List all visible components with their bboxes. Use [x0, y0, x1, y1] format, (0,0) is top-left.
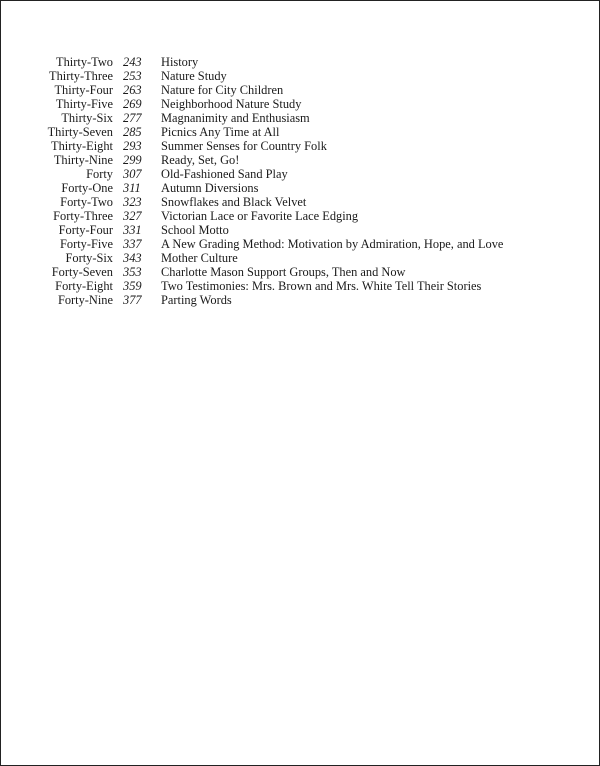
toc-page-number: 323 [123, 195, 142, 209]
toc-page-number: 327 [123, 209, 142, 223]
toc-page-number: 285 [123, 125, 142, 139]
toc-chapter-title: School Motto [161, 223, 229, 237]
toc-entry [1, 195, 599, 209]
toc-page-number: 353 [123, 265, 142, 279]
toc-chapter-title: Nature Study [161, 69, 227, 83]
toc-chapter-title: Snowflakes and Black Velvet [161, 195, 307, 209]
toc-chapter-number: Forty-Six [65, 251, 113, 265]
toc-chapter-title: A New Grading Method: Motivation by Admiration, Hope, and Love [161, 237, 504, 251]
toc-chapter-title: Picnics Any Time at All [161, 125, 280, 139]
toc-page-number: 337 [123, 237, 142, 251]
toc-chapter-number: Thirty-Seven [47, 125, 113, 139]
toc-chapter-title: Ready, Set, Go! [161, 153, 240, 167]
toc-chapter-number: Thirty-Four [54, 83, 113, 97]
toc-chapter-title: History [161, 55, 199, 69]
toc-chapter-title: Magnanimity and Enthusiasm [161, 111, 310, 125]
toc-chapter-number: Forty-Five [59, 237, 113, 251]
toc-chapter-title: Autumn Diversions [161, 181, 259, 195]
toc-chapter-number: Thirty-Nine [53, 153, 113, 167]
toc-entry [1, 167, 599, 181]
toc-entry [1, 153, 599, 167]
toc-chapter-title: Nature for City Children [161, 83, 284, 97]
toc-entry [1, 125, 599, 139]
toc-chapter-number: Forty-Nine [57, 293, 113, 307]
toc-chapter-number: Thirty-Five [55, 97, 113, 111]
toc-page-number: 311 [123, 181, 141, 195]
toc-chapter-title: Neighborhood Nature Study [161, 97, 302, 111]
toc-chapter-number: Forty-Three [53, 209, 113, 223]
toc-page-number: 359 [123, 279, 142, 293]
toc-chapter-number: Thirty-Eight [51, 139, 113, 153]
toc-chapter-number: Forty-Four [58, 223, 113, 237]
toc-entry [1, 265, 599, 279]
toc-entry [1, 83, 599, 97]
toc-chapter-number: Forty [86, 167, 113, 181]
toc-chapter-number: Forty-One [61, 181, 113, 195]
toc-entry [1, 223, 599, 237]
toc-page-number: 377 [123, 293, 142, 307]
toc-entry [1, 97, 599, 111]
toc-page-number: 331 [123, 223, 142, 237]
table-of-contents [1, 55, 599, 307]
toc-chapter-number: Forty-Two [60, 195, 113, 209]
toc-page-number: 299 [123, 153, 142, 167]
toc-page-number: 293 [123, 139, 142, 153]
toc-chapter-number: Forty-Eight [55, 279, 113, 293]
toc-chapter-number: Thirty-Two [56, 55, 113, 69]
toc-entry [1, 251, 599, 265]
toc-entry [1, 181, 599, 195]
toc-page-number: 269 [123, 97, 142, 111]
toc-page-number: 343 [123, 251, 142, 265]
toc-chapter-title: Mother Culture [161, 251, 238, 265]
toc-page-number: 277 [123, 111, 142, 125]
toc-entry [1, 111, 599, 125]
toc-chapter-title: Summer Senses for Country Folk [161, 139, 327, 153]
toc-entry [1, 279, 599, 293]
toc-chapter-number: Thirty-Six [61, 111, 113, 125]
toc-entry [1, 293, 599, 307]
toc-page-number: 307 [123, 167, 142, 181]
toc-chapter-title: Two Testimonies: Mrs. Brown and Mrs. White Tell Their Stories [161, 279, 482, 293]
toc-entry [1, 237, 599, 251]
toc-chapter-title: Old-Fashioned Sand Play [161, 167, 288, 181]
toc-chapter-title: Charlotte Mason Support Groups, Then and Now [161, 265, 406, 279]
toc-entry [1, 69, 599, 83]
toc-entry [1, 209, 599, 223]
toc-entry [1, 139, 599, 153]
toc-chapter-number: Forty-Seven [51, 265, 113, 279]
toc-page-number: 253 [123, 69, 142, 83]
toc-chapter-title: Victorian Lace or Favorite Lace Edging [161, 209, 359, 223]
toc-page-number: 263 [123, 83, 142, 97]
toc-chapter-title: Parting Words [161, 293, 232, 307]
toc-entry [1, 55, 599, 69]
toc-chapter-number: Thirty-Three [49, 69, 113, 83]
toc-page-number: 243 [123, 55, 142, 69]
